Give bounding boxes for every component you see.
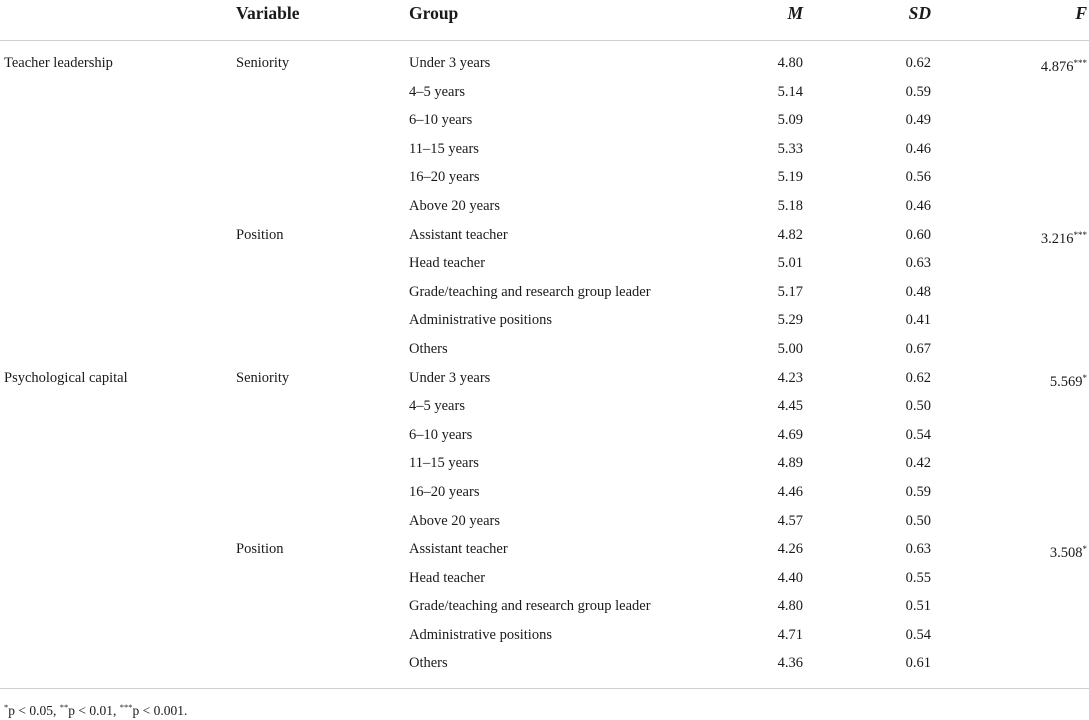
cell-sd: 0.59	[905, 483, 931, 500]
cell-mean: 5.18	[777, 197, 803, 214]
f-significance: *	[1082, 544, 1087, 555]
cell-group: Above 20 years	[409, 197, 501, 214]
cell-outcome: Teacher leadership	[4, 55, 113, 71]
cell-mean: 5.17	[777, 283, 803, 300]
footnote-text-1: p < 0.05,	[8, 703, 60, 718]
cell-group: Grade/teaching and research group leader	[409, 283, 651, 300]
table-row	[0, 78, 1089, 107]
cell-sd: 0.51	[905, 598, 931, 615]
cell-group: Assistant teacher	[409, 541, 508, 558]
cell-sd: 0.50	[905, 512, 931, 529]
cell-mean: 4.26	[777, 541, 803, 558]
header-sd: SD	[908, 3, 931, 23]
cell-f	[1041, 49, 1087, 78]
cell-group: Grade/teaching and research group leader	[409, 598, 651, 615]
cell-mean: 4.23	[777, 369, 803, 386]
f-value: 5.569	[1049, 373, 1083, 390]
cell-sd: 0.46	[905, 197, 931, 214]
cell-group: 16–20 years	[409, 483, 480, 500]
cell-group: Head teacher	[409, 569, 486, 586]
cell-mean: 4.89	[777, 455, 803, 472]
cell-group: 4–5 years	[409, 83, 465, 100]
table-header	[0, 0, 1089, 41]
table-row	[0, 621, 1089, 650]
table-row	[0, 507, 1089, 536]
table-row	[0, 163, 1089, 192]
cell-f	[1050, 364, 1087, 393]
cell-sd: 0.63	[905, 541, 931, 558]
cell-mean: 5.14	[777, 83, 803, 100]
header-group: Group	[409, 3, 459, 23]
table-row	[0, 49, 1089, 78]
cell-group: 11–15 years	[409, 140, 479, 157]
table-row	[0, 392, 1089, 421]
cell-group: Others	[409, 340, 448, 357]
cell-sd: 0.48	[905, 283, 931, 300]
table-row	[0, 221, 1089, 250]
cell-group: Above 20 years	[409, 512, 501, 529]
cell-mean: 5.09	[777, 112, 803, 129]
cell-variable: Position	[236, 226, 284, 243]
cell-sd: 0.61	[905, 655, 931, 672]
table-row	[0, 192, 1089, 221]
table-row	[0, 592, 1089, 621]
footnote-text-2: p < 0.01,	[68, 703, 120, 718]
cell-group: Administrative positions	[409, 626, 552, 643]
table-row	[0, 535, 1089, 564]
table-row	[0, 649, 1089, 678]
cell-sd: 0.62	[905, 369, 931, 386]
cell-sd: 0.63	[905, 255, 931, 272]
cell-sd: 0.60	[905, 226, 931, 243]
cell-sd: 0.41	[905, 312, 931, 329]
table-row	[0, 306, 1089, 335]
table-body	[0, 49, 1089, 678]
cell-sd: 0.42	[905, 455, 931, 472]
cell-mean: 4.82	[777, 226, 803, 243]
cell-group: Under 3 years	[409, 369, 491, 386]
table-row	[0, 364, 1089, 393]
bottom-rule	[0, 688, 1089, 689]
cell-sd: 0.54	[905, 426, 931, 443]
table-row	[0, 564, 1089, 593]
cell-mean: 4.71	[777, 626, 803, 643]
cell-sd: 0.50	[905, 398, 931, 415]
cell-variable: Position	[236, 541, 284, 558]
f-significance: ***	[1073, 58, 1087, 68]
cell-mean: 4.46	[777, 483, 803, 500]
cell-group: 6–10 years	[409, 426, 473, 443]
cell-group: Under 3 years	[409, 55, 491, 71]
cell-group: Administrative positions	[409, 312, 552, 329]
cell-mean: 4.36	[777, 655, 803, 672]
table-row	[0, 278, 1089, 307]
table-row	[0, 449, 1089, 478]
table-row	[0, 478, 1089, 507]
table-row	[0, 421, 1089, 450]
table-row	[0, 106, 1089, 135]
f-significance: ***	[1073, 229, 1087, 240]
cell-group: Assistant teacher	[409, 226, 508, 243]
footnote-sup-2: **	[59, 702, 69, 712]
table-row	[0, 249, 1089, 278]
cell-sd: 0.56	[905, 169, 931, 186]
cell-group: 6–10 years	[409, 112, 473, 129]
footnote-text-3: p < 0.001.	[132, 703, 188, 718]
cell-mean: 5.01	[777, 255, 803, 272]
f-value: 3.508	[1049, 545, 1083, 562]
cell-sd: 0.55	[905, 569, 931, 586]
cell-sd: 0.49	[905, 112, 931, 129]
cell-mean: 4.40	[777, 569, 803, 586]
cell-mean: 5.29	[777, 312, 803, 329]
cell-f	[1050, 535, 1087, 564]
cell-sd: 0.67	[905, 340, 931, 357]
cell-mean: 4.57	[777, 512, 803, 529]
header-m: M	[787, 3, 803, 23]
cell-mean: 4.80	[777, 55, 803, 71]
table-footnote	[4, 698, 187, 720]
cell-group: 4–5 years	[409, 398, 465, 415]
header-variable: Variable	[236, 3, 300, 23]
table-row	[0, 335, 1089, 364]
f-significance: *	[1082, 372, 1087, 383]
cell-group: 16–20 years	[409, 169, 480, 186]
cell-mean: 4.45	[777, 398, 803, 415]
f-value: 3.216	[1040, 230, 1074, 247]
cell-mean: 4.80	[777, 598, 803, 615]
cell-mean: 5.00	[777, 340, 803, 357]
cell-mean: 4.69	[777, 426, 803, 443]
cell-group: Others	[409, 655, 448, 672]
cell-group: 11–15 years	[409, 455, 479, 472]
cell-f	[1041, 221, 1087, 250]
cell-sd: 0.59	[905, 83, 931, 100]
cell-group: Head teacher	[409, 255, 486, 272]
cell-sd: 0.54	[905, 626, 931, 643]
cell-variable: Seniority	[236, 55, 290, 71]
cell-sd: 0.46	[905, 140, 931, 157]
header-f: F	[1075, 3, 1087, 23]
footnote-sup-3: ***	[119, 702, 133, 712]
f-value: 4.876	[1040, 59, 1074, 75]
footnote-sup-1: *	[4, 702, 9, 712]
cell-mean: 5.33	[777, 140, 803, 157]
table-row	[0, 135, 1089, 164]
cell-mean: 5.19	[777, 169, 803, 186]
cell-sd: 0.62	[905, 55, 931, 71]
cell-outcome: Psychological capital	[4, 369, 128, 386]
cell-variable: Seniority	[236, 369, 290, 386]
